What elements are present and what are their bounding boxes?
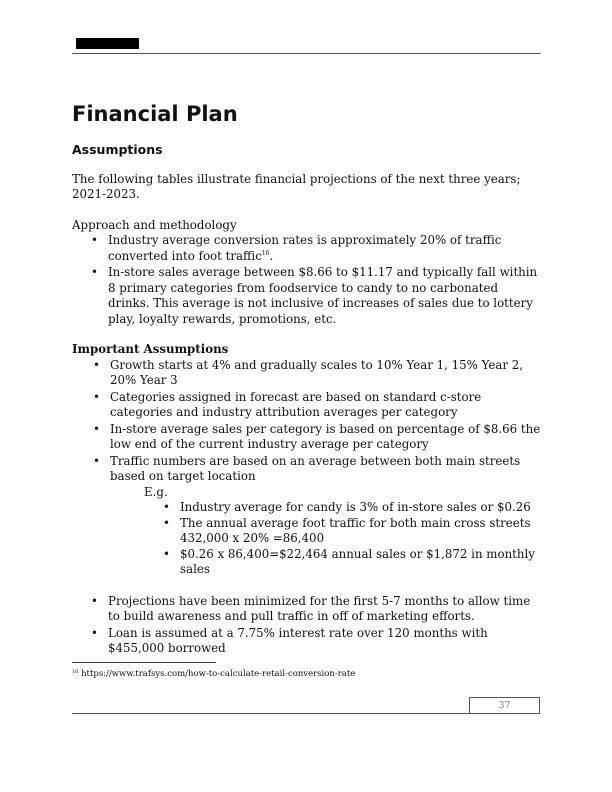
header-rule [72,53,540,54]
list-item: • Loan is assumed at a 7.75% interest rate over 120 months with $455,000 borrowed [108,626,542,657]
list-item: • Categories assigned in forecast are based on standard c-store categories and industry attribution averages per category [110,390,542,421]
footer-rule [72,713,540,714]
footnote-rule [72,662,216,663]
final-list [108,594,542,657]
list-item: • Projections have been minimized for the first 5-7 months to allow time to build awareness and pull traffic in off of marketing efforts. [108,594,542,625]
footnote-number: 16 [72,669,79,675]
list-item-text: Industry average conversion rates is approximately 20% of traffic converted into foot traffic [108,233,502,263]
list-item: • Industry average conversion rates is approximately 20% of traffic converted into foot traffic$^{16}$. [108,233,542,264]
page-number: 37 [469,697,540,713]
example-list [180,500,542,578]
footnote-ref[interactable]: 16 [261,249,270,257]
list-item: • Growth starts at 4% and gradually scales to 10% Year 1, 15% Year 2, 20% Year 3 [110,358,542,389]
list-item: • Traffic numbers are based on an average between both main streets based on target location [110,454,542,485]
important-assumptions-heading: Important Assumptions [72,342,229,356]
list-item: • $0.26 x 86,400=$22,464 annual sales or $1,872 in monthly sales [180,547,542,578]
list-item: • In-store sales average between $8.66 to $11.17 and typically fall within 8 primary categories from foodservice to candy to no carbonated drinks. This average is not inclusive of increases of sales due to lottery play, loyalty rewards, promotions, etc. [108,265,542,327]
page-content [72,100,542,657]
approach-label: Approach and methodology [72,217,237,232]
list-item: • In-store average sales per category is based on percentage of $8.66 the low end of the current industry average per category [110,422,542,453]
footnote [72,669,355,680]
page-title: Financial Plan [72,102,238,126]
header-bar [76,38,139,49]
important-list [110,358,542,485]
assumptions-heading: Assumptions [72,142,163,157]
example-label: E.g. [144,484,168,499]
approach-list [108,233,542,327]
list-item: • The annual average foot traffic for both main cross streets 432,000 x 20% =86,400 [180,516,542,547]
intro-paragraph: The following tables illustrate financial projections of the next three years; 2021-2023. [72,171,521,201]
footnote-link[interactable]: https://www.trafsys.com/how-to-calculate-retail-conversion-rate [81,669,356,679]
list-item: • Industry average for candy is 3% of in-store sales or $0.26 [180,500,542,516]
